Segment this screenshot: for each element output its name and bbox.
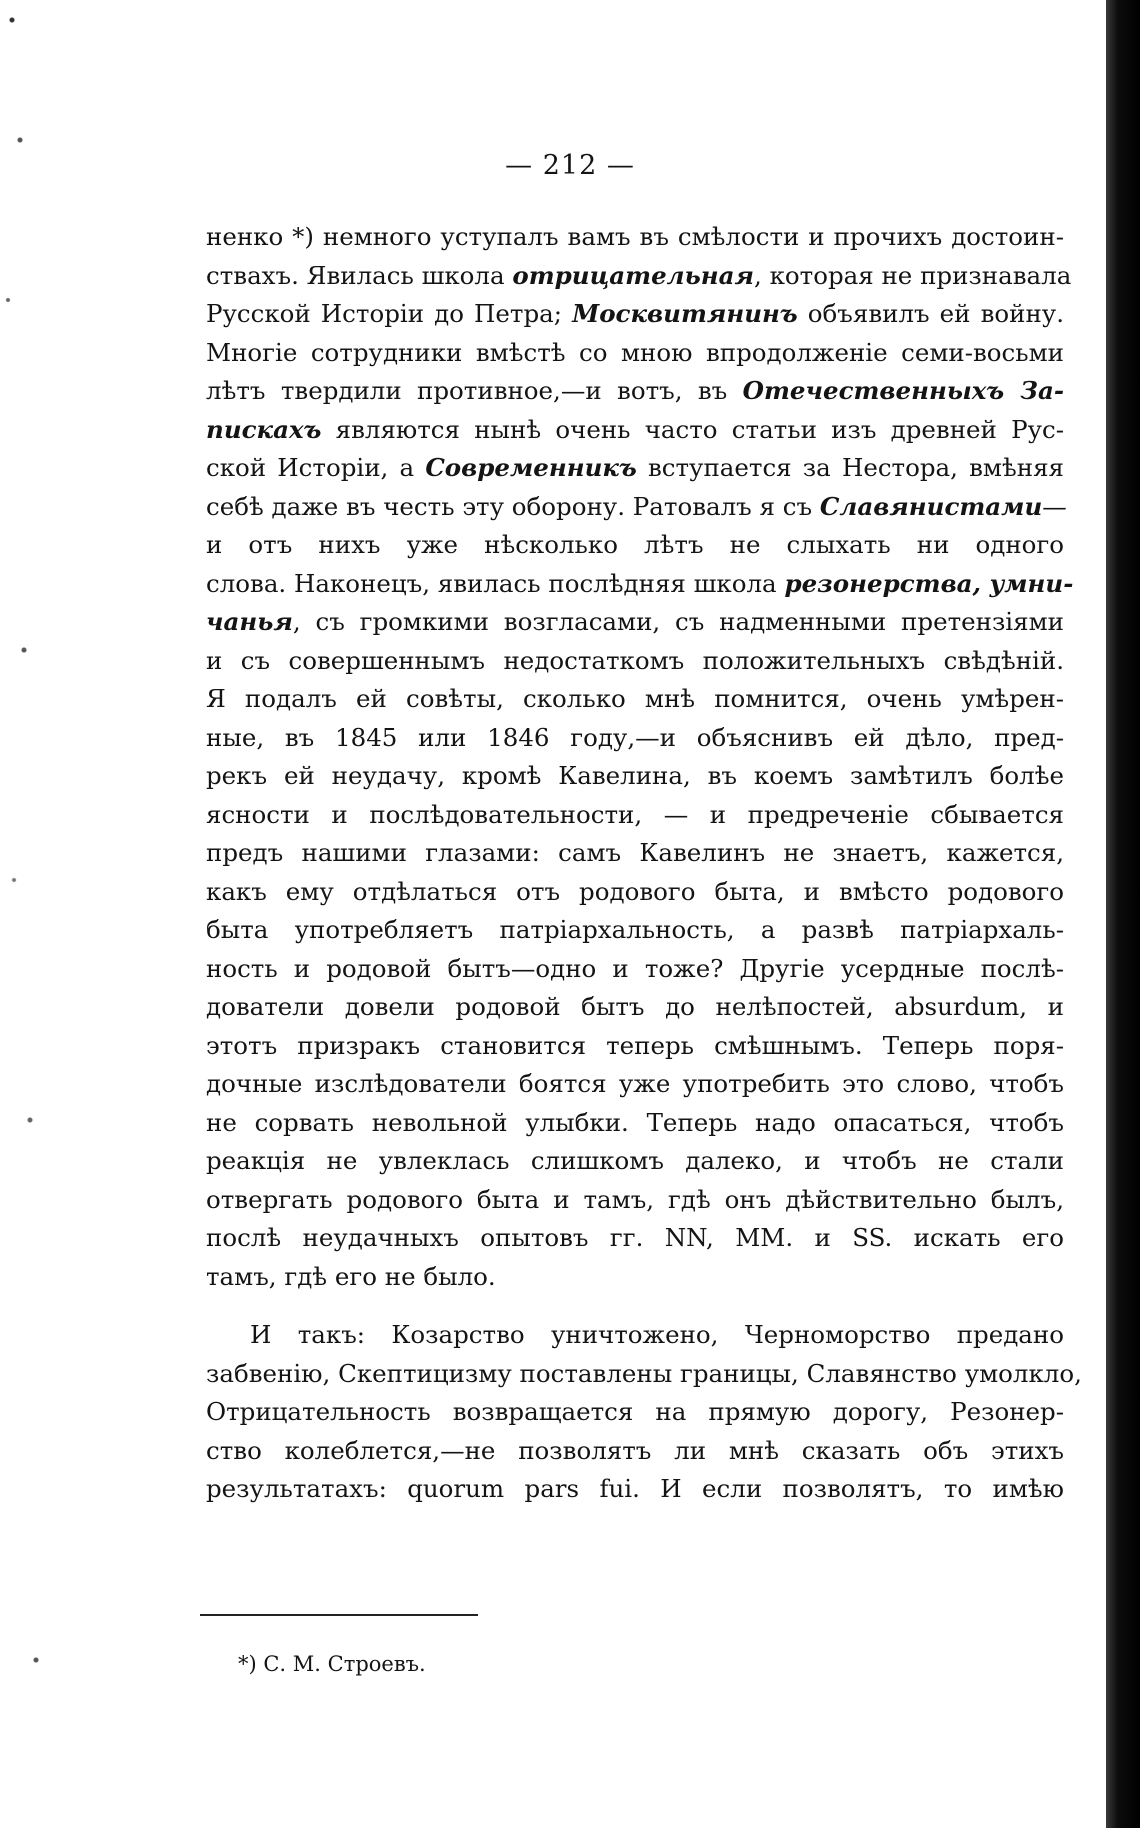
footnote: *) С. М. Строевъ. [238,1652,426,1676]
text-line: ненко *) немного уступалъ вамъ въ смѣлости и прочихъ достоин- [206,222,1064,251]
text-line: рекъ ей неудачу, кромѣ Кавелина, въ коемъ замѣтилъ болѣе [206,761,1064,790]
text-line: результатахъ: quorum pars fui. И если позволятъ, то имѣю [206,1474,1064,1503]
page-number: — 212 — [505,150,635,181]
text-line: дователи довели родовой бытъ до нелѣпостей, absurdum, и [206,992,1064,1021]
text-line: ные, въ 1845 или 1846 году,—и объяснивъ ей дѣло, пред- [206,722,1064,752]
body-text [206,218,1082,1509]
footnote-rule [200,1614,478,1616]
text-line: себѣ даже въ честь эту оборону. Ратовалъ я съ Славянистами— [206,491,1067,521]
scan-margin-specks [0,0,40,1828]
text-line: Я подалъ ей совѣты, сколько мнѣ помнится, очень умѣрен- [206,684,1064,713]
text-line: ство колеблется,—не позволятъ ли мнѣ сказать объ этихъ [206,1435,1064,1465]
scan-edge-shadow [1106,0,1140,1828]
text-line: быта употребляетъ патріархальность, а развѣ патріархаль- [206,915,1064,944]
text-line: Отрицательность возвращается на прямую дорогу, Резонер- [206,1397,1064,1426]
text-line: и отъ нихъ уже нѣсколько лѣтъ не слыхать ни одного [206,530,1064,559]
text-line: И такъ: Козарство уничтожено, Черноморство предано [250,1320,1064,1349]
text-line: Многіе сотрудники вмѣстѣ со мною впродолженіе семи-восьми [206,337,1064,367]
text-line: слова. Наконецъ, явилась послѣдняя школа резонерства, умни- [206,568,1074,598]
text-line: пискахъ являются нынѣ очень часто статьи изъ древней Рус- [206,414,1064,444]
text-line: ность и родовой бытъ—одно и тоже? Другіе усердные послѣ- [206,953,1064,983]
text-line: забвенію, Скептицизму поставлены границы, Славянство умолкло, [206,1358,1082,1388]
text-line: ясности и послѣдовательности, — и предреченіе сбывается [206,799,1064,829]
text-line: отвергать родового быта и тамъ, гдѣ онъ дѣйствительно былъ, [206,1184,1064,1214]
text-line: какъ ему отдѣлаться отъ родового быта, и вмѣсто родового [206,876,1064,906]
text-line: ской Исторіи, а Современникъ вступается за Нестора, вмѣняя [206,453,1064,482]
text-line: предъ нашими глазами: самъ Кавелинъ не знаетъ, кажется, [206,838,1064,867]
text-line: этотъ призракъ становится теперь смѣшнымъ. Теперь поря- [206,1030,1064,1060]
text-line: ствахъ. Явилась школа отрицательная, которая не признавала [206,260,1072,290]
text-line: тамъ, гдѣ его не было. [206,1261,496,1291]
paragraph-gap [206,1296,1064,1316]
text-line: Русской Исторіи до Петра; Москвитянинъ объявилъ ей войну. [206,299,1064,328]
text-line: послѣ неудачныхъ опытовъ гг. NN, MM. и SS. искать его [206,1223,1064,1252]
text-line: чанья, съ громкими возгласами, съ надменными претензіями [206,607,1064,636]
text-line: не сорвать невольной улыбки. Теперь надо опасаться, чтобъ [206,1107,1064,1137]
text-line: дочные изслѣдователи боятся уже употребить это слово, чтобъ [206,1069,1064,1098]
text-line: реакція не увлеклась слишкомъ далеко, и чтобъ не стали [206,1146,1064,1175]
text-line: и съ совершеннымъ недостаткомъ положительныхъ свѣдѣній. [206,645,1064,675]
text-line: лѣтъ твердили противное,—и вотъ, въ Отечественныхъ За- [206,376,1064,405]
